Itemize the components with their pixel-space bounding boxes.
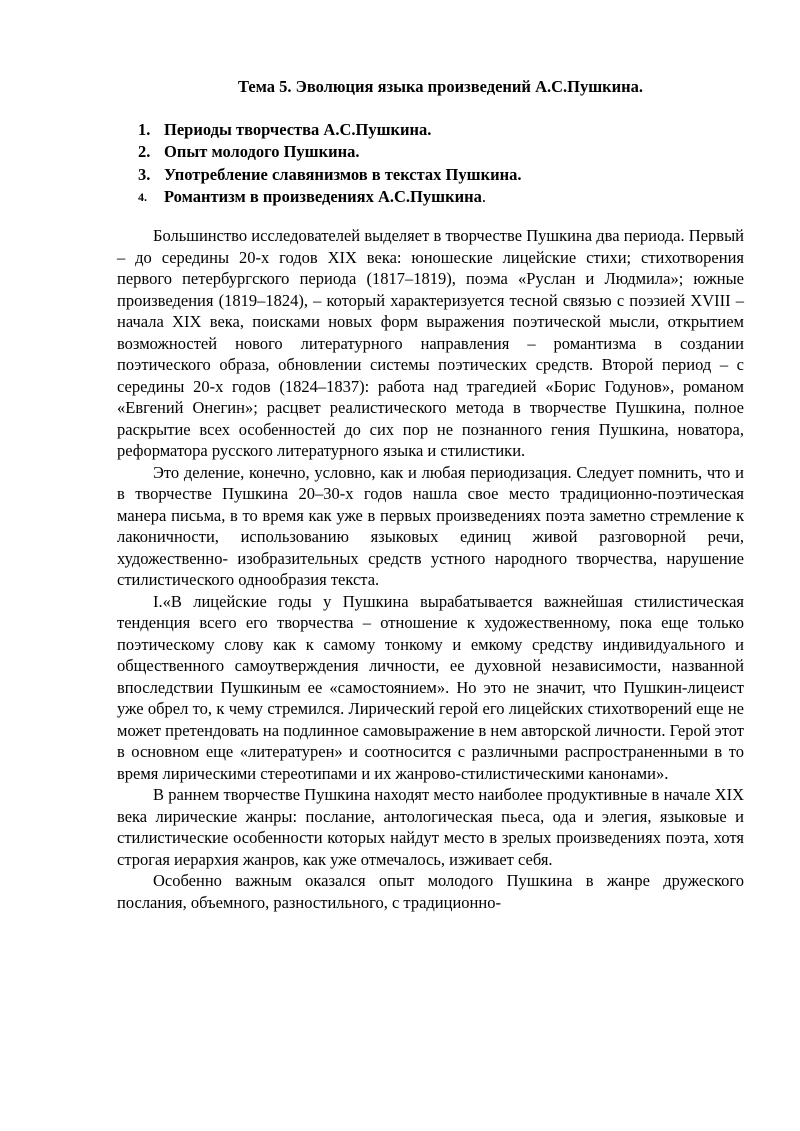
- topic-list: [138, 119, 521, 208]
- body-paragraph: Большинство исследователей выделяет в творчестве Пушкина два периода. Первый – до середины 20-х годов XIX века: юношеские лицейские стихи; стихотворения первого петербургского периода (1817–1819), поэма «Руслан и Людмила»; южные произведения (1819–1824), – который характеризуется тесной связью с поэзией XVIII – начала XIX века, поисками новых форм выражения поэтической мысли, открытием возможностей нового литературного направления – романтизма в создании поэтического образа, обновлении системы поэтических средств. Второй период – с середины 20-х годов (1824–1837): работа над трагедией «Борис Годунов», романом «Евгений Онегин»; расцвет реалистического метода в творчестве Пушкина, полное раскрытие всех особенностей до сих пор не познанного гения Пушкина, новатора, реформатора русского литературного языка и стилистики.: [117, 226, 744, 460]
- list-item: [138, 186, 521, 208]
- list-item: [138, 141, 521, 163]
- body-paragraph: I.«В лицейские годы у Пушкина вырабатывается важнейшая стилистическая тенденция всего его творчества – отношение к художественному, пока еще только поэтическому слову как к самому тонкому и емкому средству индивидуального и общественного самоутверждения личности, ее духовной независимости, названной впоследствии Пушкиным ее «самостоянием». Но это не значит, что Пушкин-лицеист уже обрел то, к чему стремился. Лирический герой его лицейских стихотворений еще не может претендовать на подлинное самовыражение в нем авторской личности. Герой этот в основном еще «литературен» и соотносится с различными распространенными в то время лирическими стереотипами и их жанрово-стилистическими канонами».: [117, 591, 744, 783]
- body-paragraph: В раннем творчестве Пушкина находят место наиболее продуктивные в начале XIX века лирические жанры: послание, антологическая пьеса, ода и элегия, языковые и стилистические особенности которых найдут место в зрелых произведениях поэта, хотя строгая иерархия жанров, как уже отмечалось, изживает себя.: [117, 785, 744, 869]
- list-item-text: Употребление славянизмов в текстах Пушкина.: [164, 164, 522, 184]
- list-item-text: Периоды творчества А.С.Пушкина.: [164, 120, 432, 139]
- document-title: Тема 5. Эволюция языка произведений А.С.Пушкина.: [237, 77, 644, 96]
- list-item-number: 3.: [138, 164, 151, 184]
- list-item-number: 4.: [138, 189, 147, 204]
- list-item: [138, 164, 521, 186]
- body-paragraph: Это деление, конечно, условно, как и любая периодизация. Следует помнить, что и в творчестве Пушкина 20–30-х годов нашла свое место традиционно-поэтическая манера письма, в то время как уже в первых произведениях поэта заметно стремление к лаконичности, использованию языковых единиц живой разговорной речи, художественно- изобразительных средств устного народного творчества, нарушение стилистического однообразия текста.: [117, 462, 744, 589]
- list-item: [138, 119, 521, 141]
- list-item-number: 1.: [138, 120, 151, 139]
- list-item-number: 2.: [138, 142, 151, 162]
- list-item-punctuation: .: [481, 186, 486, 206]
- list-item-text: Опыт молодого Пушкина.: [164, 142, 360, 162]
- list-item-text: Романтизм в произведениях А.С.Пушкина: [164, 186, 482, 206]
- body-paragraph: Особенно важным оказался опыт молодого Пушкина в жанре дружеского послания, объемного, разностильного, с традиционно-: [117, 871, 744, 912]
- document-body: [117, 225, 744, 913]
